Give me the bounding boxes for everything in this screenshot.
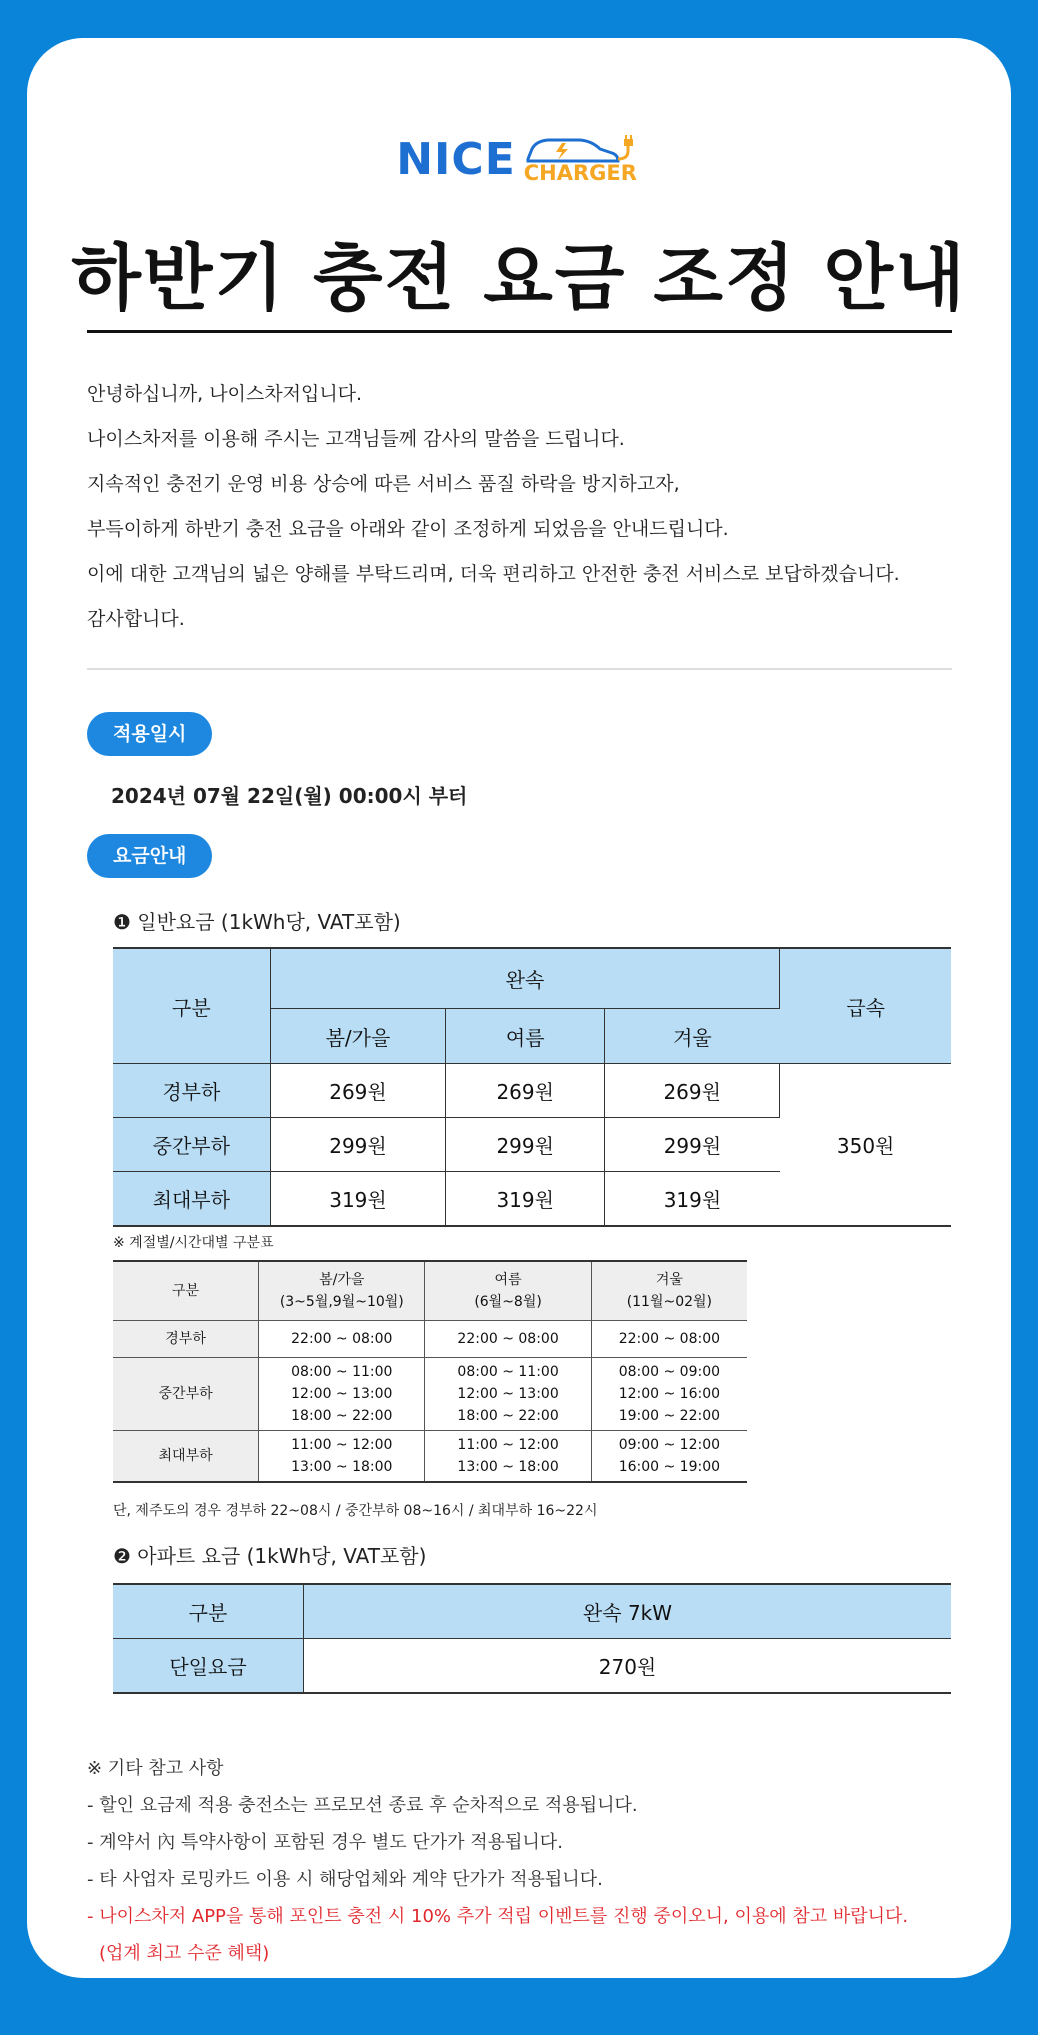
time-range: 08:00 ~ 11:00 [457, 1364, 559, 1380]
table-cell: 22:00 ~ 08:00 [259, 1321, 425, 1358]
time-range: 12:00 ~ 16:00 [618, 1386, 721, 1402]
general-rate-table [113, 947, 951, 1227]
row-label: 최대부하 [113, 1431, 259, 1483]
table-cell: 269원 [446, 1064, 605, 1118]
apply-date-text: 2024년 07월 22일(월) 00:00시 부터 [111, 784, 468, 808]
section-divider [87, 668, 952, 670]
intro-line: 부득이하게 하반기 충전 요금을 아래와 같이 조정하게 되었음을 안내드립니다. [87, 518, 729, 540]
time-range: 18:00 ~ 22:00 [291, 1408, 393, 1424]
table-cell [259, 1431, 425, 1483]
header-line: (3~5월,9월~10월) [279, 1294, 404, 1310]
header-slow: 완속 7kW [304, 1584, 952, 1639]
time-range: 19:00 ~ 22:00 [618, 1408, 721, 1424]
notes-item: - 계약서 內 특약사항이 포함된 경우 별도 단가가 적용됩니다. [87, 1832, 563, 1853]
time-range: 12:00 ~ 13:00 [457, 1386, 559, 1402]
table-cell: 269원 [605, 1064, 780, 1118]
table-cell: 269원 [270, 1064, 446, 1118]
row-label: 중간부하 [113, 1118, 270, 1172]
table-cell: 299원 [605, 1118, 780, 1172]
notes-item: - 할인 요금제 적용 충전소는 프로모션 종료 후 순차적으로 적용됩니다. [87, 1795, 638, 1816]
time-range: 13:00 ~ 18:00 [291, 1459, 393, 1475]
header-line: (6월~8월) [474, 1294, 542, 1310]
apartment-rate-title: ❷ 아파트 요금 (1kWh당, VAT포함) [113, 1544, 427, 1568]
table-cell: 270원 [304, 1639, 952, 1694]
time-range: 08:00 ~ 11:00 [291, 1364, 393, 1380]
header-season: 봄/가을 [270, 1009, 446, 1064]
time-range: 18:00 ~ 22:00 [457, 1408, 559, 1424]
time-range: 13:00 ~ 18:00 [457, 1459, 559, 1475]
notes-heading: ※ 기타 참고 사항 [87, 1758, 224, 1779]
row-label: 최대부하 [113, 1172, 270, 1227]
logo-nice-text: NICE [396, 134, 516, 185]
notes-item: - 타 사업자 로밍카드 이용 시 해당업체와 계약 단가가 적용됩니다. [87, 1869, 603, 1890]
intro-text [87, 372, 987, 642]
header-line: (11월~02월) [626, 1294, 713, 1310]
header-category: 구분 [113, 1261, 259, 1321]
header-season: 여름 [446, 1009, 605, 1064]
table-cell: 319원 [605, 1172, 780, 1227]
nice-charger-logo [27, 134, 1011, 185]
jeju-footnote: 단, 제주도의 경우 경부하 22~08시 / 중간부하 08~16시 / 최대부하 16~22시 [113, 1503, 598, 1519]
fast-price-cell: 350원 [780, 1064, 951, 1227]
time-range: 16:00 ~ 19:00 [618, 1459, 721, 1475]
header-category: 구분 [113, 948, 270, 1064]
pricing-badge: 요금안내 [87, 834, 212, 878]
table-cell [425, 1358, 591, 1431]
table-cell [425, 1431, 591, 1483]
time-range: 12:00 ~ 13:00 [291, 1386, 393, 1402]
table-cell: 299원 [270, 1118, 446, 1172]
apply-date-badge: 적용일시 [87, 712, 212, 756]
header-season [591, 1261, 747, 1321]
row-label: 중간부하 [113, 1358, 259, 1431]
header-line: 봄/가을 [319, 1272, 365, 1288]
apartment-rate-table [113, 1583, 951, 1694]
logo-car-block [522, 135, 642, 185]
notes-event-line: (업계 최고 수준 혜택) [99, 1943, 270, 1964]
header-fast: 급속 [780, 948, 951, 1064]
notes-event-line: - 나이스차저 APP을 통해 포인트 충전 시 10% 추가 적립 이벤트를 진행 중이오니, 이용에 참고 바랍니다. [87, 1906, 909, 1927]
season-time-table [113, 1260, 747, 1483]
intro-line: 감사합니다. [87, 608, 185, 630]
season-table-note: ※ 계절별/시간대별 구분표 [113, 1235, 274, 1251]
header-season [259, 1261, 425, 1321]
table-cell: 299원 [446, 1118, 605, 1172]
row-label: 경부하 [113, 1321, 259, 1358]
table-cell: 319원 [270, 1172, 446, 1227]
header-slow: 완속 [270, 948, 780, 1009]
table-cell: 22:00 ~ 08:00 [591, 1321, 747, 1358]
time-range: 08:00 ~ 09:00 [618, 1364, 721, 1380]
header-line: 여름 [494, 1272, 522, 1288]
table-cell [259, 1358, 425, 1431]
row-label: 경부하 [113, 1064, 270, 1118]
time-range: 11:00 ~ 12:00 [457, 1437, 559, 1453]
header-season: 겨울 [605, 1009, 780, 1064]
time-range: 11:00 ~ 12:00 [291, 1437, 393, 1453]
table-cell [591, 1431, 747, 1483]
title-divider [87, 330, 952, 333]
header-season [425, 1261, 591, 1321]
header-line: 겨울 [655, 1272, 683, 1288]
row-label: 단일요금 [113, 1639, 304, 1694]
intro-line: 이에 대한 고객님의 넓은 양해를 부탁드리며, 더욱 편리하고 안전한 충전 서비스로 보답하겠습니다. [87, 563, 900, 585]
table-cell: 319원 [446, 1172, 605, 1227]
table-cell: 22:00 ~ 08:00 [425, 1321, 591, 1358]
logo-charger-text: CHARGER [523, 160, 637, 185]
page-title: 하반기 충전 요금 조정 안내 [71, 236, 967, 320]
other-notes [87, 1750, 987, 1972]
time-range: 09:00 ~ 12:00 [618, 1437, 721, 1453]
general-rate-title: ❶ 일반요금 (1kWh당, VAT포함) [113, 910, 401, 934]
notice-card [27, 38, 1011, 1978]
intro-line: 나이스차저를 이용해 주시는 고객님들께 감사의 말씀을 드립니다. [87, 428, 625, 450]
intro-line: 안녕하십니까, 나이스차저입니다. [87, 383, 363, 405]
intro-line: 지속적인 충전기 운영 비용 상승에 따른 서비스 품질 하락을 방지하고자, [87, 473, 680, 495]
table-cell [591, 1358, 747, 1431]
header-category: 구분 [113, 1584, 304, 1639]
